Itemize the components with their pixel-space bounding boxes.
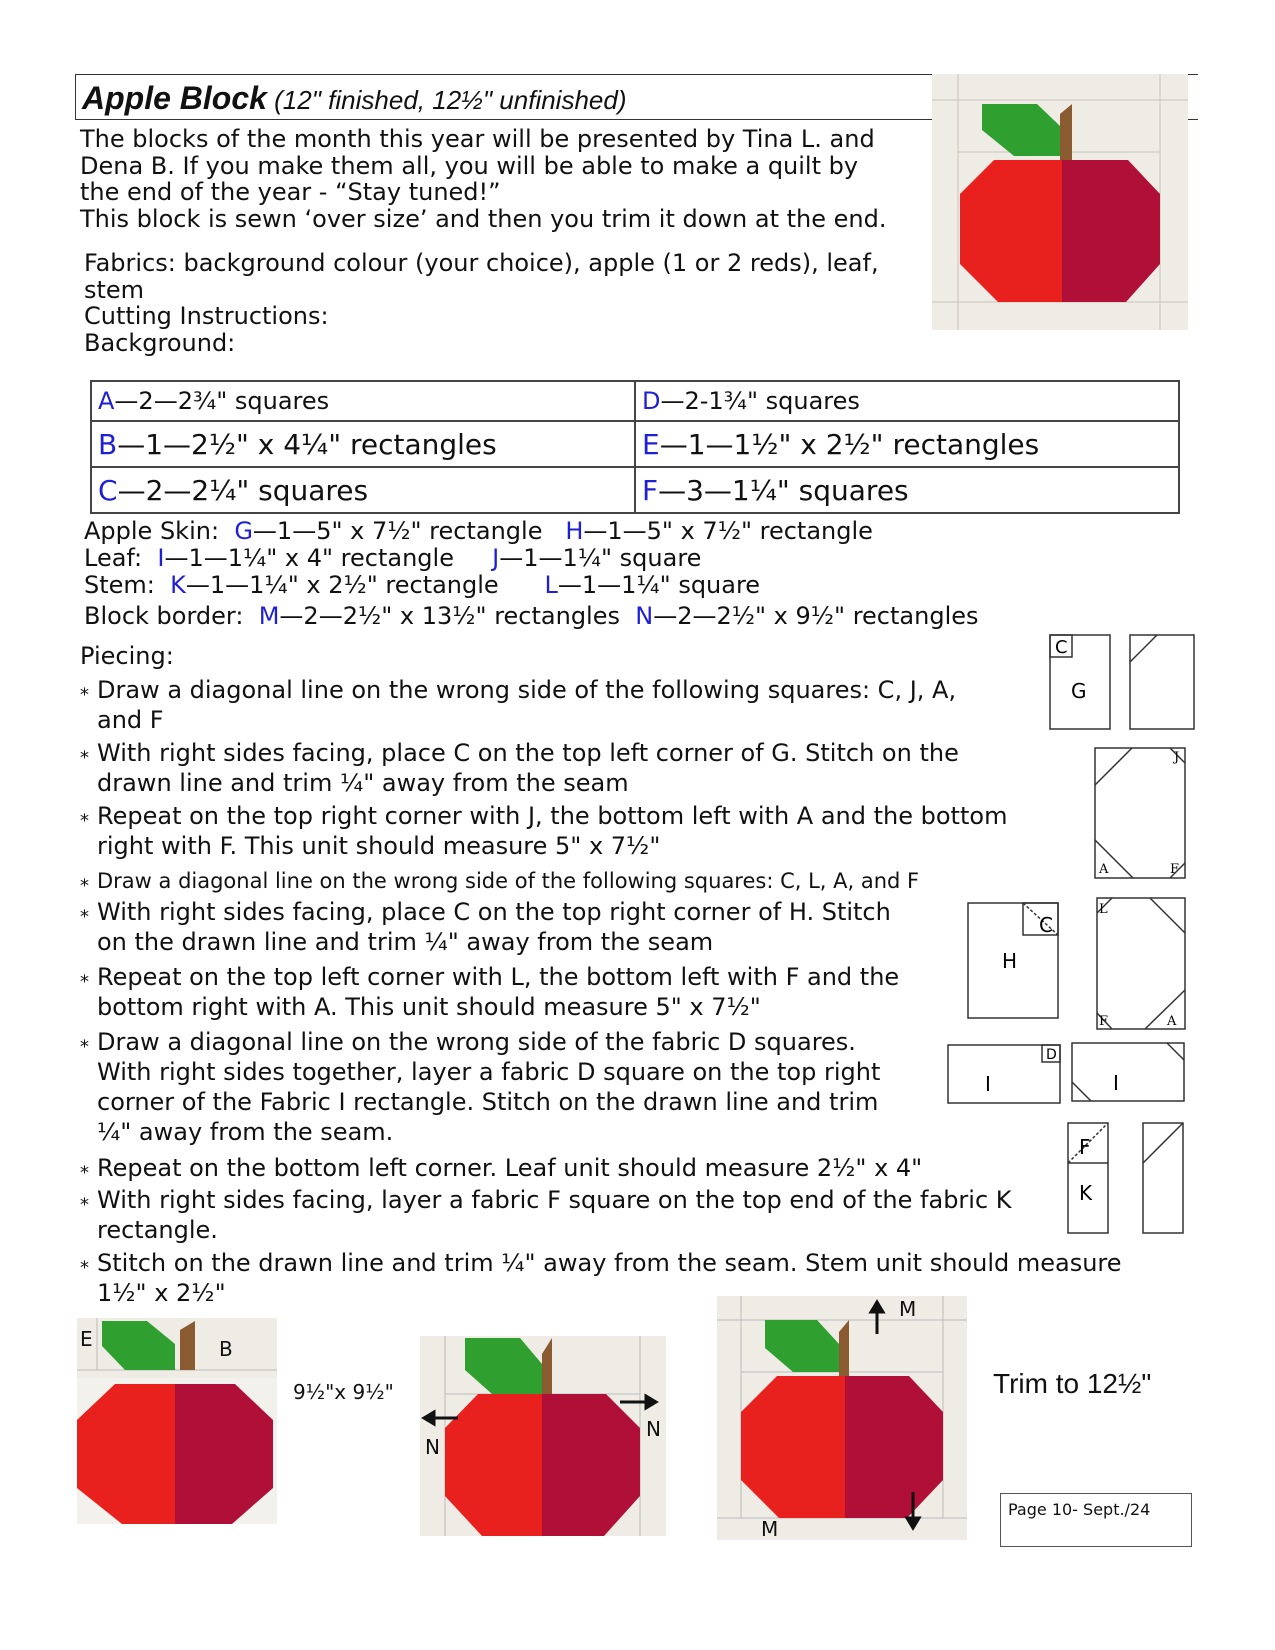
apple-block-image: [932, 74, 1188, 330]
svg-text:L: L: [1099, 902, 1108, 917]
page-number-box: [1000, 1493, 1192, 1547]
diagram-h-unit: [965, 895, 1190, 1035]
other-fabrics: Apple Skin: G—1—5" x 7½" rectangle H—1—5" x 7½" rectangle Leaf: I—1—1¼" x 4" rectangle J—1—1¼" square Stem: K—1—1¼" x 2½" rectangle L—1—1¼" square Block border: M—2—2½" x 13½" rectangles N—2—2½" x 9½" rectangles: [84, 517, 979, 630]
svg-text:I: I: [985, 1072, 991, 1096]
page-title: Apple Block (12" finished, 12½" unfinished): [82, 80, 627, 116]
stem-shape: [1060, 104, 1072, 162]
svg-text:F: F: [1099, 1014, 1109, 1029]
diagram-stem-unit: [1065, 1120, 1190, 1238]
svg-text:C: C: [1039, 913, 1053, 937]
assembly-step-1: [77, 1318, 277, 1524]
table-cell: D—2-1¾" squares: [635, 381, 1179, 421]
svg-text:J: J: [1174, 750, 1180, 765]
svg-text:M: M: [761, 1517, 779, 1540]
svg-text:K: K: [1079, 1181, 1093, 1205]
svg-text:E: E: [80, 1327, 93, 1351]
svg-text:I: I: [1113, 1071, 1119, 1095]
svg-text:A: A: [1099, 862, 1109, 877]
assembly-step-2: [420, 1336, 666, 1536]
diagram-leaf-unit: [945, 1040, 1190, 1108]
svg-text:G: G: [1071, 679, 1087, 703]
table-row: [91, 467, 1179, 513]
table-cell: C—2—2¼" squares: [91, 467, 635, 513]
svg-text:H: H: [1002, 949, 1018, 973]
table-cell: B—1—2½" x 4¼" rectangles: [91, 421, 635, 467]
cutting-table: [90, 380, 1180, 514]
table-cell: F—3—1¼" squares: [635, 467, 1179, 513]
svg-text:A: A: [1167, 1014, 1177, 1029]
dimension-label: 9½"x 9½": [293, 1380, 394, 1404]
table-row: [91, 421, 1179, 467]
svg-text:D: D: [1046, 1047, 1057, 1063]
page-number: Page 10- Sept./24: [1008, 1500, 1151, 1519]
svg-text:M: M: [899, 1297, 917, 1321]
fabrics-text: Fabrics: background colour (your choice), apple (1 or 2 reds), leaf, stem Cutting Instructions: Background:: [84, 249, 879, 357]
svg-text:F: F: [1170, 862, 1180, 877]
svg-text:N: N: [646, 1417, 661, 1441]
table-cell: E—1—1½" x 2½" rectangles: [635, 421, 1179, 467]
trim-label: Trim to 12½": [993, 1368, 1152, 1399]
table-row: [91, 381, 1179, 421]
svg-text:C: C: [1055, 637, 1068, 658]
diagram-g-corners: [1090, 745, 1190, 881]
svg-text:N: N: [425, 1435, 440, 1459]
piecing-title: Piecing:: [80, 642, 174, 670]
table-cell: A—2—2¾" squares: [91, 381, 635, 421]
svg-text:F: F: [1079, 1135, 1091, 1159]
diagram-g-unit: [1040, 630, 1200, 730]
intro-text: The blocks of the month this year will be presented by Tina L. and Dena B. If you make them all, you will be able to make a quilt by the end of the year - “Stay tuned!” This block is sewn ‘over size’ and then you trim it down at the end.: [80, 125, 887, 233]
svg-text:B: B: [219, 1337, 233, 1361]
assembly-step-3: [717, 1296, 967, 1540]
